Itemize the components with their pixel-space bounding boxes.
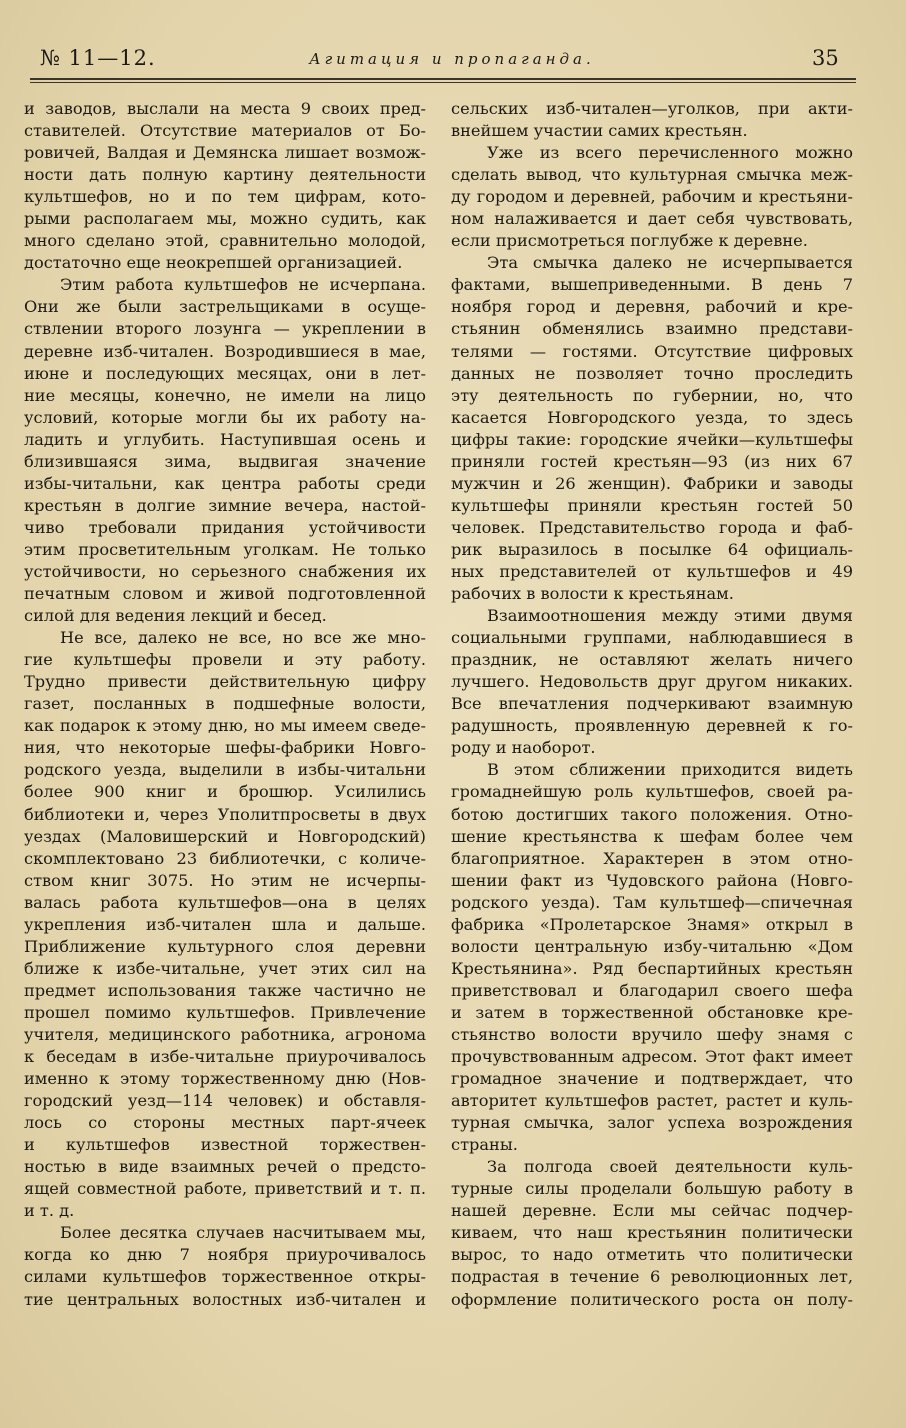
issue-number: № 11—12. — [40, 46, 156, 70]
text-line: оформление политического роста он полу- — [451, 1289, 853, 1309]
text-line: касается Новгородского уезда, то здесь — [451, 407, 853, 427]
text-line: если присмотреться поглубже к деревне. — [451, 231, 808, 251]
text-line: ностью в виде взаимных речей о предсто- — [24, 1157, 426, 1177]
text-line: социальными группами, наблюдавшиеся в — [451, 628, 853, 648]
text-line: турные силы проделали большую работу в — [451, 1179, 853, 1199]
text-line: роду и наоборот. — [451, 738, 596, 758]
text-line: Взаимоотношения между этими двумя — [487, 606, 853, 626]
text-line: рыми располагаем мы, можно судить, как — [24, 209, 426, 229]
right-column — [451, 98, 853, 1311]
text-line: фабрика «Пролетарское Знамя» открыл в — [451, 914, 853, 934]
text-line: рик выразилось в посылке 64 официаль- — [451, 539, 853, 559]
text-line: ния, что некоторые шефы-фабрики Новго- — [24, 738, 426, 758]
text-line: ствлении второго лозунга — укреплении в — [24, 319, 426, 339]
text-line: внейшем участии самих крестьян. — [451, 121, 748, 141]
text-line: библиотеки и, через Уполитпросветы в двух — [24, 804, 426, 824]
text-line: громаднейшую роль культшефов, своей ра- — [451, 782, 853, 802]
text-line: ством книг 3075. Но этим не исчерпы- — [24, 870, 426, 890]
text-line: авторитет культшефов растет, растет и куль- — [451, 1091, 853, 1111]
text-line: прочувствованным адресом. Этот факт имеет — [451, 1047, 853, 1067]
text-line: ближе к избе-читальне, учет этих сил на — [24, 958, 426, 978]
text-line: шении факт из Чудовского района (Новго- — [451, 870, 853, 890]
text-line: громадное значение и подтверждает, что — [451, 1069, 853, 1089]
text-line: избы-читальни, как центра работы среди — [24, 473, 426, 493]
text-line: печатным словом и живой подготовленной — [24, 584, 426, 604]
text-line: скомплектовано 23 библиотечки, с количе- — [24, 848, 426, 868]
text-line: силой для ведения лекций и бесед. — [24, 606, 327, 626]
text-line: цифры такие: городские ячейки—культшефы — [451, 429, 853, 449]
text-line: волости центральную избу-читальню «Дом — [451, 936, 853, 956]
running-title: Агитация и пропаганда. — [309, 50, 595, 68]
text-line: приняли гостей крестьян—93 (из них 67 — [451, 451, 853, 471]
text-line: валась работа культшефов—она в целях — [24, 892, 426, 912]
text-line: сельских изб-читален—уголков, при акти- — [451, 99, 853, 118]
text-line: благоприятное. Характерен в этом отно- — [451, 848, 853, 868]
text-line: ладить и углубить. Наступившая осень и — [24, 429, 426, 449]
text-line: учителя, медицинского работника, агронома — [24, 1024, 426, 1044]
text-line: более 900 книг и брошюр. Усилились — [24, 782, 426, 802]
text-line: человек. Представительство города и фаб- — [451, 517, 853, 537]
text-line: много сделано этой, сравнительно молодой, — [24, 231, 426, 251]
text-line: фактами, вышеприведенными. В день 7 — [451, 275, 853, 295]
text-line: близившаяся зима, выдвигая значение — [24, 451, 426, 471]
text-line: газет, посланных в подшефные волости, — [24, 694, 426, 714]
header-rule — [30, 78, 856, 80]
text-line: родского уезда). Там культшеф—спичечная — [451, 892, 853, 912]
text-line: крестьян в долгие зимние вечера, настой- — [24, 495, 426, 515]
text-line: стьянство волости вручило шефу знамя с — [451, 1024, 853, 1044]
text-line: Уже из всего перечисленного можно — [487, 143, 853, 163]
text-line: ние месяцы, конечно, не имели на лицо — [24, 385, 426, 405]
text-line: культшефов, но и по тем цифрам, кото- — [24, 187, 426, 207]
text-line: стьянин обменялись взаимно представи- — [451, 319, 853, 339]
text-line: телями — гостями. Отсутствие цифровых — [451, 341, 853, 361]
text-line: страны. — [451, 1135, 518, 1155]
text-line: как подарок к этому дню, но мы имеем сведе- — [24, 716, 426, 736]
header-rule-thin — [30, 82, 856, 83]
text-line: городский уезд—114 человек) и обставля- — [24, 1091, 426, 1111]
text-line: гие культшефы провели и эту работу. — [24, 650, 426, 670]
text-line: лучшего. Недовольств друг другом никаких. — [451, 672, 853, 692]
text-line: и заводов, выслали на места 9 своих пред- — [24, 99, 426, 118]
text-line: киваем, что наш крестьянин политически — [451, 1223, 853, 1243]
text-line: нашей деревне. Если мы сейчас подчер- — [451, 1201, 853, 1221]
text-line: когда ко дню 7 ноября приурочивалось — [24, 1245, 426, 1265]
text-line: ящей совместной работе, приветствий и т. п. — [24, 1179, 426, 1199]
text-line: сделать вывод, что культурная смычка меж- — [451, 165, 853, 185]
text-line: ставителей. Отсутствие материалов от Бо- — [24, 121, 426, 141]
text-line: устойчивости, но серьезного снабжения их — [24, 561, 426, 581]
text-line: шение крестьянства к шефам более чем — [451, 826, 853, 846]
text-line: праздник, не оставляют желать ничего — [451, 650, 853, 670]
text-line: Не все, далеко не все, но все же мно- — [60, 628, 426, 648]
text-line: именно к этому торжественному дню (Нов- — [24, 1069, 426, 1089]
page-number: 35 — [812, 46, 839, 70]
text-line: этим просветительным уголкам. Не только — [24, 539, 426, 559]
text-line: Более десятка случаев насчитываем мы, — [60, 1223, 426, 1243]
text-line: условий, которые могли бы их работу на- — [24, 407, 426, 427]
text-line: Крестьянина». Ряд беспартийных крестьян — [451, 958, 853, 978]
page-header — [22, 44, 852, 80]
text-line: культшефы приняли крестьян гостей 50 — [451, 495, 853, 515]
text-line: мужчин и 26 женщин). Фабрики и заводы — [451, 473, 853, 493]
text-line: предмет использования также частично не — [24, 980, 426, 1000]
text-line: Приближение культурного слоя деревни — [24, 936, 426, 956]
text-line: и культшефов известной торжествен- — [24, 1135, 426, 1155]
text-line: силами культшефов торжественное откры- — [24, 1267, 426, 1287]
text-line: Они же были застрельщиками в осуще- — [24, 297, 426, 317]
text-line: приветствовал и благодарил своего шефа — [451, 980, 853, 1000]
text-line: родского уезда, выделили в избы-читальни — [24, 760, 426, 780]
text-line: ду городом и деревней, рабочим и крестьяни- — [451, 187, 853, 207]
text-line: ном налаживается и дает себя чувствовать, — [451, 209, 853, 229]
text-line: к беседам в избе-читальне приурочивалось — [24, 1047, 426, 1067]
text-line: Эта смычка далеко не исчерпывается — [487, 253, 853, 273]
text-line: тие центральных волостных изб-читален и — [24, 1289, 426, 1309]
text-line: ровичей, Валдая и Демянска лишает возмож- — [24, 143, 426, 163]
text-line: деревне изб-читален. Возродившиеся в мае, — [24, 341, 426, 361]
text-line: лось со стороны местных парт-ячеек — [24, 1113, 426, 1133]
text-line: и т. д. — [24, 1201, 75, 1221]
text-line: и затем в торжественной обстановке кре- — [451, 1002, 853, 1022]
left-column — [24, 98, 426, 1311]
text-line: ноября город и деревня, рабочий и кре- — [451, 297, 853, 317]
text-line: уездах (Маловишерский и Новгородский) — [24, 826, 426, 846]
text-line: В этом сближении приходится видеть — [487, 760, 853, 780]
text-line: подрастая в течение 6 революционных лет, — [451, 1267, 853, 1287]
text-line: эту деятельность по губернии, но, что — [451, 385, 853, 405]
text-line: ных представителей от культшефов и 49 — [451, 561, 853, 581]
text-line: Все впечатления подчеркивают взаимную — [451, 694, 853, 714]
text-line: За полгода своей деятельности куль- — [487, 1157, 853, 1177]
text-line: достаточно еще неокрепшей организацией. — [24, 253, 403, 273]
text-line: радушность, проявленную деревней к го- — [451, 716, 853, 736]
text-line: укрепления изб-читален шла и дальше. — [24, 914, 426, 934]
text-line: данных не позволяет точно проследить — [451, 363, 853, 383]
text-line: чиво требовали придания устойчивости — [24, 517, 426, 537]
text-line: ботою достигших такого положения. Отно- — [451, 804, 853, 824]
text-line: июне и последующих месяцах, они в лет- — [24, 363, 426, 383]
text-line: Трудно привести действительную цифру — [24, 672, 426, 692]
text-line: вырос, то надо отметить что политически — [451, 1245, 853, 1265]
text-line: турная смычка, залог успеха возрождения — [451, 1113, 853, 1133]
text-line: прошел помимо культшефов. Привлечение — [24, 1002, 426, 1022]
text-line: Этим работа культшефов не исчерпана. — [60, 275, 426, 295]
text-line: ности дать полную картину деятельности — [24, 165, 426, 185]
text-line: рабочих в волости к крестьянам. — [451, 584, 734, 604]
